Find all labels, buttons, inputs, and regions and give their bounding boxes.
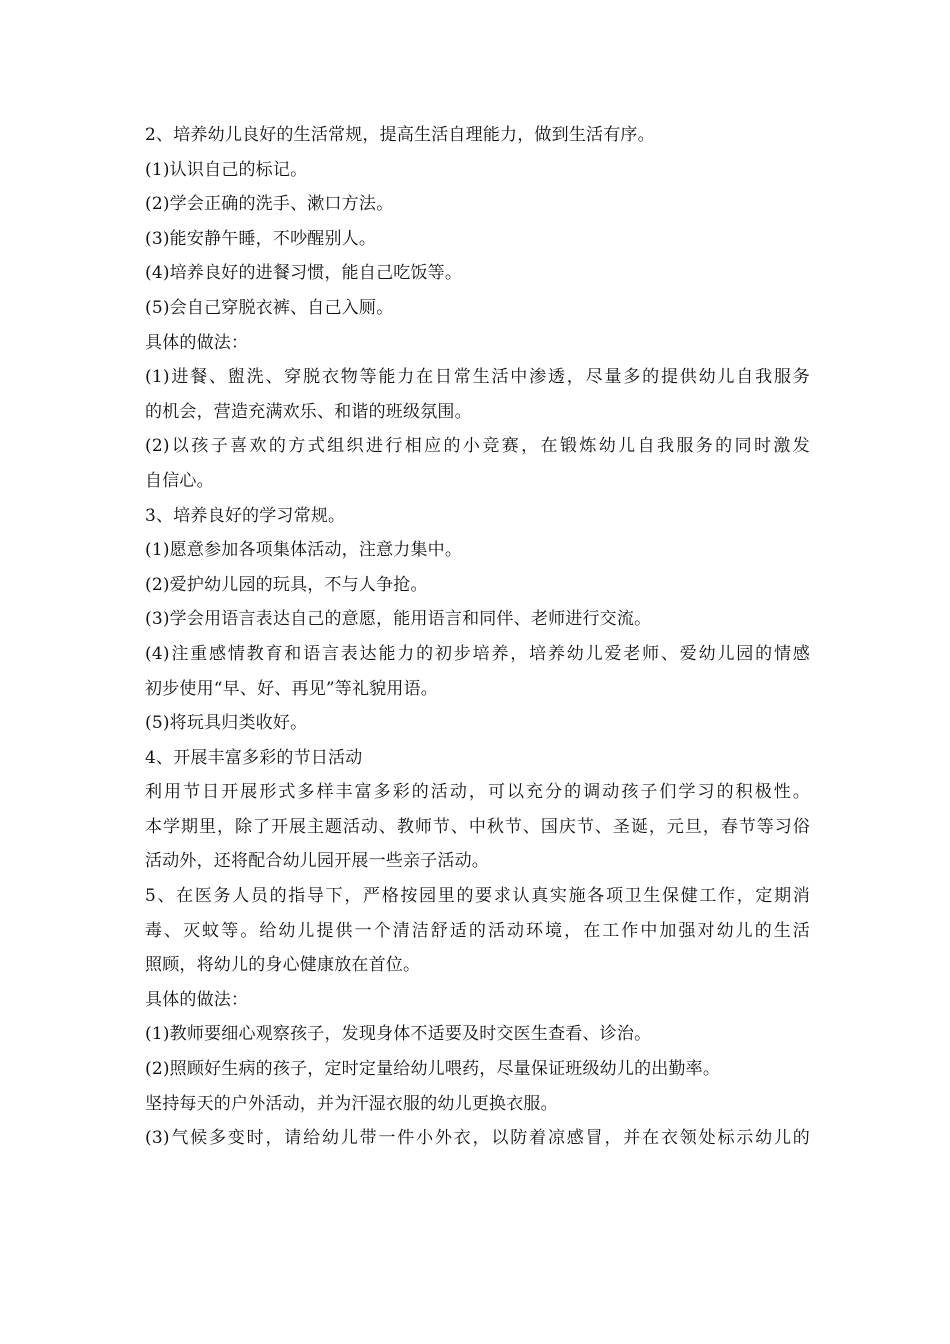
text-line: 具体的做法： [145,989,249,1010]
text-line: (5)会自己穿脱衣裤、自己入厕。 [145,297,394,318]
document-body [145,118,810,1156]
text-line: 初步使用“早、好、再见”等礼貌用语。 [145,678,438,699]
text-line: 3、培养良好的学习常规。 [145,505,346,526]
text-line: (3)气候多变时，请给幼儿带一件小外衣，以防着凉感冒，并在衣领处标示幼儿的 [145,1128,810,1149]
text-line: (1)认识自己的标记。 [145,159,308,180]
text-line: (2)爱护幼儿园的玩具，不与人争抢。 [145,574,428,595]
text-line: (2)照顾好生病的孩子，定时定量给幼儿喂药，尽量保证班级幼儿的出勤率。 [145,1059,721,1080]
text-line: 的机会，营造充满欢乐、和谐的班级氛围。 [145,401,472,422]
text-line: (4)培养良好的进餐习惯，能自己吃饭等。 [145,263,463,284]
text-line: (4)注重感情教育和语言表达能力的初步培养，培养幼儿爱老师、爱幼儿园的情感 [145,643,810,664]
text-line: 利用节日开展形式多样丰富多彩的活动，可以充分的调动孩子们学习的积极性。 [145,782,810,803]
text-line: (5)将玩具归类收好。 [145,713,308,734]
text-line: (1)教师要细心观察孩子，发现身体不适要及时交医生查看、诊治。 [145,1024,652,1045]
text-line: (1)愿意参加各项集体活动，注意力集中。 [145,540,463,561]
text-line: 2、培养幼儿良好的生活常规，提高生活自理能力，做到生活有序。 [145,125,655,145]
text-line: (3)能安静午睡，不吵醒别人。 [145,228,377,249]
text-line: (3)学会用语言表达自己的意愿，能用语言和同伴、老师进行交流。 [145,609,652,630]
text-line: (2)学会正确的洗手、漱口方法。 [145,194,394,215]
text-line: 4、开展丰富多彩的节日活动 [145,747,363,768]
text-line: 自信心。 [145,470,214,491]
text-line: 坚持每天的户外活动，并为汗湿衣服的幼儿更换衣服。 [145,1093,558,1114]
text-line: 照顾，将幼儿的身心健康放在首位。 [145,955,421,976]
text-line: 本学期里，除了开展主题活动、教师节、中秋节、国庆节、圣诞，元旦，春节等习俗 [145,816,810,837]
text-line: 活动外，还将配合幼儿园开展一些亲子活动。 [145,851,489,872]
text-line: (2)以孩子喜欢的方式组织进行相应的小竞赛，在锻炼幼儿自我服务的同时激发 [145,436,810,457]
text-line: 毒、灭蚊等。给幼儿提供一个清洁舒适的活动环境，在工作中加强对幼儿的生活 [145,920,810,941]
text-line: 5、在医务人员的指导下，严格按园里的要求认真实施各项卫生保健工作，定期消 [145,886,810,907]
text-line: 具体的做法： [145,332,249,353]
text-line: (1)进餐、盥洗、穿脱衣物等能力在日常生活中渗透，尽量多的提供幼儿自我服务 [145,367,810,388]
